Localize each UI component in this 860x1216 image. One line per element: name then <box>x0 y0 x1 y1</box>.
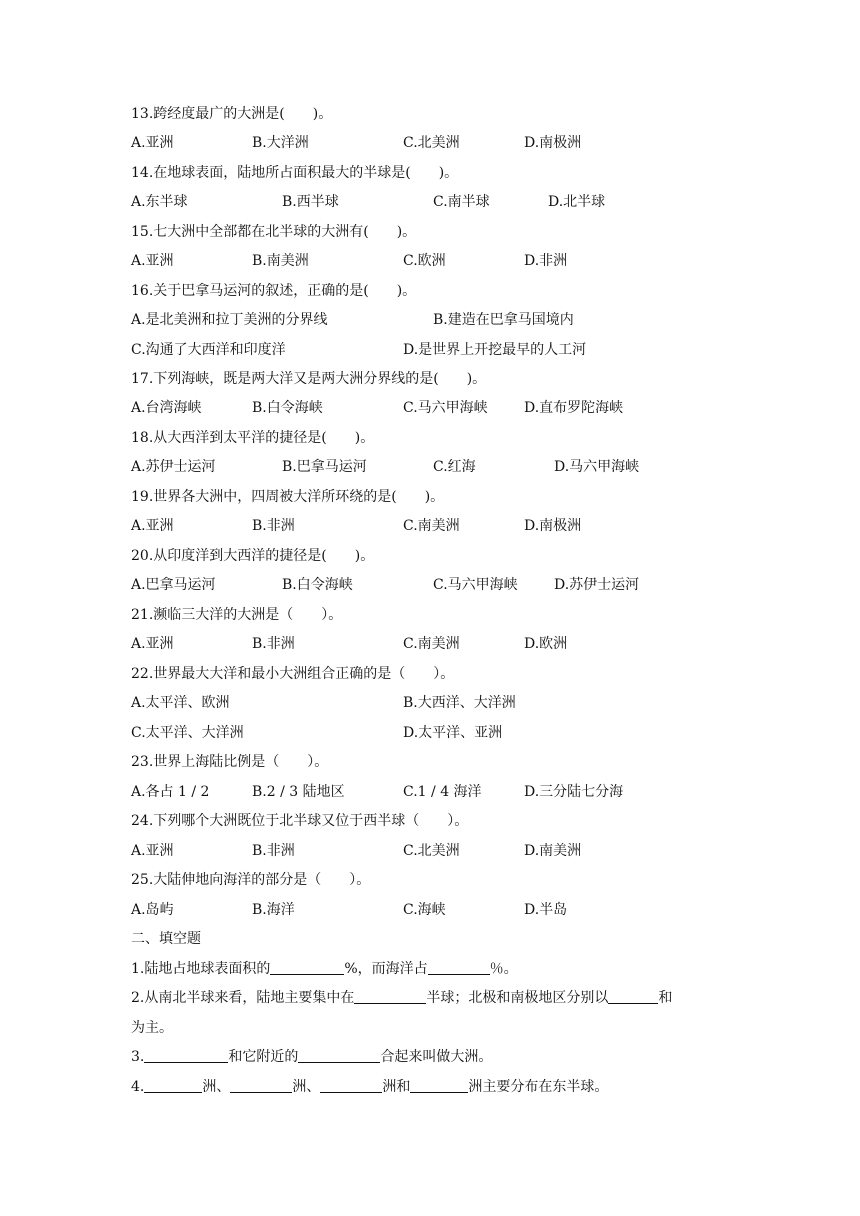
fill-1-text-b: %，而海洋占 <box>344 961 428 977</box>
question-23-option-c: C.1 / 4 海洋 <box>403 784 482 800</box>
question-17-stem: 17.下列海峡，既是两大洋又是两大洲分界线的是( )。 <box>131 371 487 387</box>
question-21-option-b: B.非洲 <box>252 636 295 652</box>
fill-2-text-c: 和 <box>658 990 673 1006</box>
question-15-stem: 15.七大洲中全部都在北半球的大洲有( )。 <box>131 224 417 240</box>
answer-blank[interactable] <box>428 960 490 975</box>
question-24-option-d: D.南美洲 <box>524 843 582 859</box>
question-21-option-c: C.南美洲 <box>403 636 460 652</box>
fill-1-text-c: ％。 <box>489 961 518 977</box>
fill-1-text-a: 1.陆地占地球表面积的 <box>131 961 271 977</box>
fill-question-1 <box>131 959 518 979</box>
question-22-option-b: B.大西洋、大洋洲 <box>403 695 516 711</box>
question-18-option-b: B.巴拿马运河 <box>282 459 367 475</box>
question-17-option-b: B.白令海峡 <box>252 400 323 416</box>
fill-4-text-d: 洲和 <box>382 1079 411 1095</box>
question-20-stem: 20.从印度洋到大西洋的捷径是( )。 <box>131 548 375 564</box>
fill-4-text-a: 4. <box>131 1079 145 1095</box>
question-23-option-b: B.2 / 3 陆地区 <box>252 784 345 800</box>
question-20-option-a: A.巴拿马运河 <box>131 577 216 593</box>
answer-blank[interactable] <box>298 1048 380 1063</box>
question-13-option-d: D.南极洲 <box>524 135 582 151</box>
question-15-option-a: A.亚洲 <box>131 253 174 269</box>
question-18-option-c: C.红海 <box>433 459 476 475</box>
fill-3-text-b: 和它附近的 <box>228 1049 299 1065</box>
question-24-option-c: C.北美洲 <box>403 843 460 859</box>
question-20-option-d: D.苏伊士运河 <box>554 577 640 593</box>
question-18-stem: 18.从大西洋到太平洋的捷径是( )。 <box>131 430 375 446</box>
question-16-option-c: C.沟通了大西洋和印度洋 <box>131 342 286 358</box>
question-17-option-d: D.直布罗陀海峡 <box>524 400 624 416</box>
question-20-option-c: C.马六甲海峡 <box>433 577 518 593</box>
answer-blank[interactable] <box>144 1048 228 1063</box>
question-14-option-c: C.南半球 <box>433 194 490 210</box>
question-15-option-d: D.非洲 <box>524 253 568 269</box>
question-16-option-a: A.是北美洲和拉丁美洲的分界线 <box>131 312 328 328</box>
answer-blank[interactable] <box>410 1078 468 1093</box>
question-18-option-d: D.马六甲海峡 <box>554 459 640 475</box>
answer-blank[interactable] <box>144 1078 202 1093</box>
question-24-option-b: B.非洲 <box>252 843 295 859</box>
question-21-option-d: D.欧洲 <box>524 636 568 652</box>
question-25-option-b: B.海洋 <box>252 902 295 918</box>
fill-4-text-c: 洲、 <box>292 1079 321 1095</box>
answer-blank[interactable] <box>270 960 344 975</box>
question-19-option-a: A.亚洲 <box>131 518 174 534</box>
question-23-option-a: A.各占 1 / 2 <box>131 784 210 800</box>
question-22-option-a: A.太平洋、欧洲 <box>131 695 230 711</box>
question-16-option-b: B.建造在巴拿马国境内 <box>433 312 574 328</box>
question-14-option-b: B.西半球 <box>282 194 339 210</box>
question-25-stem: 25.大陆伸地向海洋的部分是（ ）。 <box>131 872 371 888</box>
question-24-stem: 24.下列哪个大洲既位于北半球又位于西半球（ ）。 <box>131 813 469 829</box>
fill-question-3 <box>131 1047 492 1067</box>
question-16-stem: 16.关于巴拿马运河的叙述，正确的是( )。 <box>131 283 417 299</box>
fill-2-continuation: 为主。 <box>131 1020 173 1036</box>
question-13-option-a: A.亚洲 <box>131 135 174 151</box>
question-22-stem: 22.世界最大大洋和最小大洲组合正确的是（ ）。 <box>131 666 455 682</box>
question-19-stem: 19.世界各大洲中，四周被大洋所环绕的是( )。 <box>131 489 445 505</box>
question-13-option-c: C.北美洲 <box>403 135 460 151</box>
fill-4-text-e: 洲主要分布在东半球。 <box>468 1079 609 1095</box>
answer-blank[interactable] <box>608 989 658 1004</box>
fill-question-2 <box>131 988 672 1008</box>
fill-3-text-c: 合起来叫做大洲。 <box>380 1049 493 1065</box>
question-14-option-d: D.北半球 <box>548 194 606 210</box>
question-23-option-d: D.三分陆七分海 <box>524 784 624 800</box>
question-18-option-a: A.苏伊士运河 <box>131 459 216 475</box>
question-25-option-a: A.岛屿 <box>131 902 174 918</box>
answer-blank[interactable] <box>230 1078 292 1093</box>
question-19-option-c: C.南美洲 <box>403 518 460 534</box>
question-17-option-a: A.台湾海峡 <box>131 400 202 416</box>
question-17-option-c: C.马六甲海峡 <box>403 400 488 416</box>
question-14-stem: 14.在地球表面，陆地所占面积最大的半球是( )。 <box>131 165 459 181</box>
question-14-option-a: A.东半球 <box>131 194 188 210</box>
answer-blank[interactable] <box>354 989 426 1004</box>
question-19-option-b: B.非洲 <box>252 518 295 534</box>
question-22-option-c: C.太平洋、大洋洲 <box>131 725 244 741</box>
section-title: 二、填空题 <box>131 931 201 947</box>
question-13-option-b: B.大洋洲 <box>252 135 309 151</box>
question-16-option-d: D.是世界上开挖最早的人工河 <box>403 342 587 358</box>
question-24-option-a: A.亚洲 <box>131 843 174 859</box>
fill-3-text-a: 3. <box>131 1049 145 1065</box>
question-25-option-c: C.海峡 <box>403 902 446 918</box>
answer-blank[interactable] <box>320 1078 382 1093</box>
fill-2-text-b: 半球；北极和南极地区分别以 <box>426 990 609 1006</box>
question-13-stem: 13.跨经度最广的大洲是( )。 <box>131 106 333 122</box>
fill-question-4 <box>131 1077 608 1097</box>
question-15-option-c: C.欧洲 <box>403 253 446 269</box>
question-19-option-d: D.南极洲 <box>524 518 582 534</box>
question-21-stem: 21.濒临三大洋的大洲是（ ）。 <box>131 607 343 623</box>
question-15-option-b: B.南美洲 <box>252 253 309 269</box>
question-23-stem: 23.世界上海陆比例是（ ）。 <box>131 754 329 770</box>
fill-4-text-b: 洲、 <box>202 1079 231 1095</box>
question-25-option-d: D.半岛 <box>524 902 568 918</box>
question-22-option-d: D.太平洋、亚洲 <box>403 725 503 741</box>
question-21-option-a: A.亚洲 <box>131 636 174 652</box>
question-20-option-b: B.白令海峡 <box>282 577 353 593</box>
fill-2-text-a: 2.从南北半球来看，陆地主要集中在 <box>131 990 355 1006</box>
